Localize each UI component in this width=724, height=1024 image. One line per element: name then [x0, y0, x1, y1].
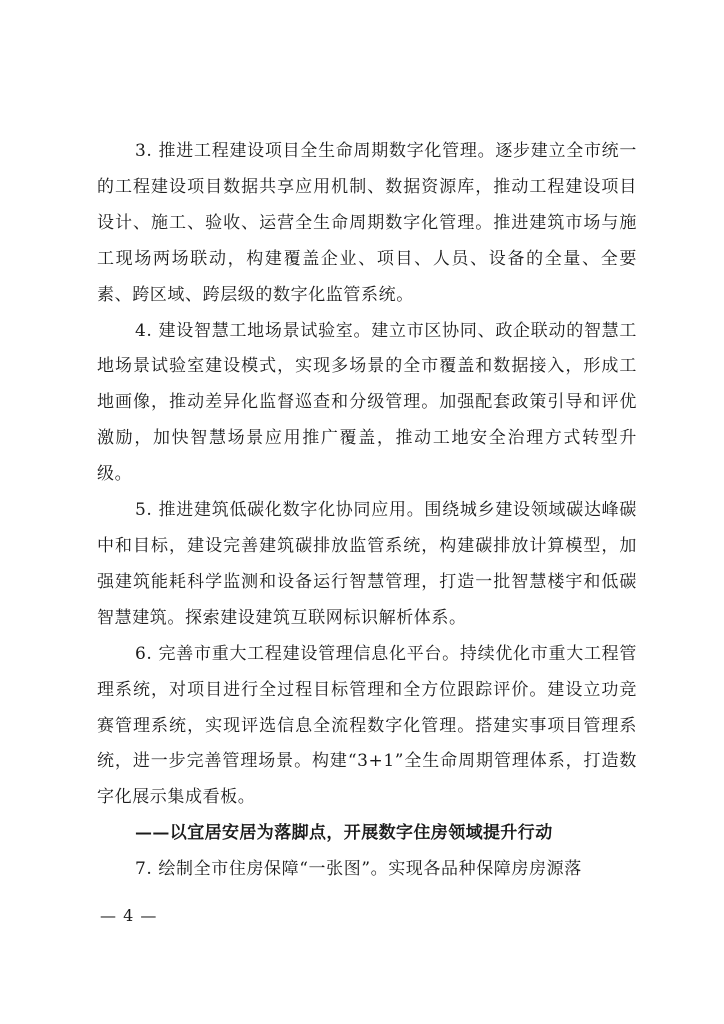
paragraph-item-3: 3. 推进工程建设项目全生命周期数字化管理。逐步建立全市统一的工程建设项目数据共享应用机制、数据资源库，推动工程建设项目设计、施工、验收、运营全生命周期数字化管理。推进建筑市场与施工现场两场联动，构建覆盖企业、项目、人员、设备的全量、全要素、跨区域、跨层级的数字化监管系统。: [97, 141, 637, 305]
paragraph-item-6: 6. 完善市重大工程建设管理信息化平台。持续优化市重大工程管理系统，对项目进行全过程目标管理和全方位跟踪评价。建设立功竞赛管理系统，实现评选信息全流程数字化管理。搭建实事项目管理系统，进一步完善管理场景。构建“3+1”全生命周期管理体系，打造数字化展示集成看板。: [97, 643, 637, 808]
body-text: [97, 134, 637, 888]
paragraph-item-7: 7. 绘制全市住房保障“一张图”。实现各品种保障房房源落: [135, 859, 582, 880]
page-number: — 4 —: [100, 906, 158, 925]
paragraph-item-4: 4. 建设智慧工地场景试验室。建立市区协同、政企联动的智慧工地场景试验室建设模式，实现多场景的全市覆盖和数据接入，形成工地画像，推动差异化监督巡查和分级管理。加强配套政策引导和评优激励，加快智慧场景应用推广覆盖，推动工地安全治理方式转型升级。: [97, 320, 637, 485]
section-heading: ——以宜居安居为落脚点，开展数字住房领域提升行动: [135, 823, 553, 844]
paragraph-item-5: 5. 推进建筑低碳化数字化协同应用。围绕城乡建设领域碳达峰碳中和目标，建设完善建筑碳排放监管系统，构建碳排放计算模型，加强建筑能耗科学监测和设备运行智慧管理，打造一批智慧楼宇和低碳智慧建筑。探索建设建筑互联网标识解析体系。: [97, 500, 637, 628]
